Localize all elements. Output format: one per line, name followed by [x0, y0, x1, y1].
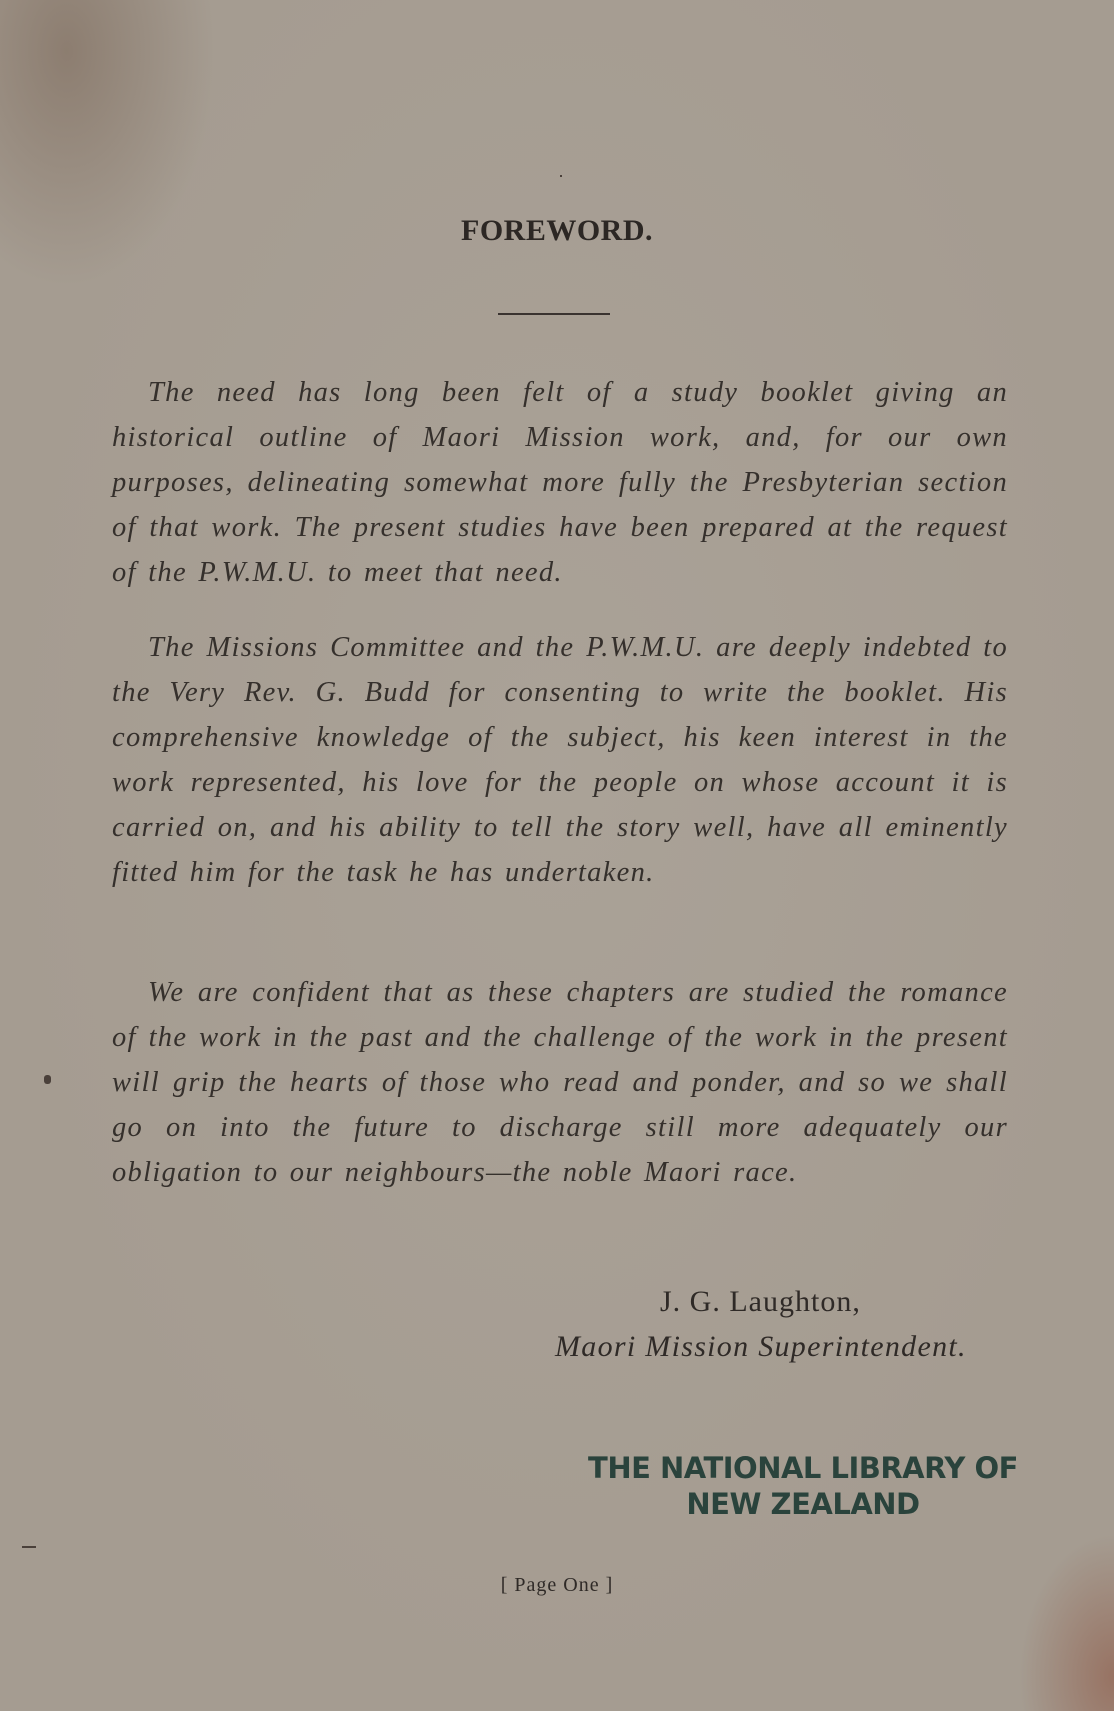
page-number: [ Page One ] — [500, 1574, 614, 1596]
page-title: FOREWORD. — [461, 214, 653, 247]
foreword-paragraph-3: We are confident that as these chapters are studied the romance of the work in the past and the challenge of the work in the present will grip the hearts of those who read and ponder, and so we shall go on into the future to discharge still more adequately our obligation to our neighbours—the noble Maori race. — [112, 977, 1008, 1188]
library-stamp — [578, 1450, 1028, 1522]
ink-speck — [44, 1075, 51, 1084]
foreword-paragraph-1: The need has long been felt of a study booklet giving an historical outline of Maori Mission work, and, for our own purposes, delineating somewhat more fully the Presbyterian section of that work. The present studies have been prepared at the request of the P.W.M.U. to meet that need. — [112, 377, 1008, 588]
stamp-line-2: NEW ZEALAND — [686, 1487, 920, 1521]
foreword-paragraph-2: The Missions Committee and the P.W.M.U. are deeply indebted to the Very Rev. G. Budd for consenting to write the booklet. His comprehensive knowledge of the subject, his keen interest in the work represented, his love for the people on whose account it is carried on, and his ability to tell the story well, have all eminently fitted him for the task he has undertaken. — [112, 632, 1008, 888]
stamp-line-1: THE NATIONAL LIBRARY OF — [588, 1451, 1018, 1485]
title-divider — [498, 313, 610, 315]
ink-speck — [560, 175, 562, 177]
signature-name: J. G. Laughton, — [660, 1285, 861, 1318]
signature-role: Maori Mission Superintendent. — [555, 1330, 967, 1363]
ink-speck — [22, 1546, 36, 1548]
